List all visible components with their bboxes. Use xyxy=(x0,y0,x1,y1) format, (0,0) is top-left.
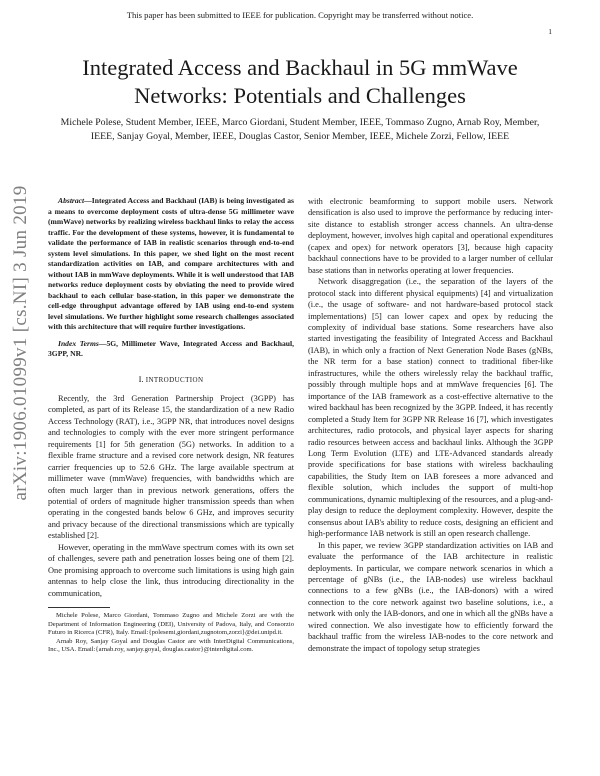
paper-title: Integrated Access and Backhaul in 5G mmWave Networks: Potentials and Challenges xyxy=(82,55,518,108)
right-paragraph-2: Network disaggregation (i.e., the separation of the layers of the protocol stack into different physical equipments) [4] and virtualization (i.e., the usage of software- and not hardware-based protocol stack implementations) [5] can lower capex and opex by reducing the complexity of individual base stations. Some researchers have also started investigating the feasibility of Integrated Access and Backhaul (IAB), in which only a fraction of Next Generation Node Bases (gNBs, the NR term for a base station) connect to traditional fiber-like infrastructures, while the others wirelessly relay the backhaul traffic, possibly through multiple hops and at mmWave frequencies [6]. The importance of the IAB framework as a cost-effective alternative to the wired backhaul has been recognized by the 3GPP. Indeed, it has recently completed a Study Item for 3GPP NR Release 16 [7], which investigates architectures, radio protocols, and physical layer aspects for sharing radio resources between access and backhaul links. Although the 3GPP Long Term Evolution (LTE) and LTE-Advanced standards already provide specifications for base stations with wireless backhauling capabilities, the Study Item on IAB foresees a more advanced and flexible solution, which includes the support of multi-hop communications, dynamic multiplexing of the resources, and a plug-and-play design to reduce the deployment complexity. However, despite the consensus about IAB's ability to reduce costs, designing an efficient and high-performance IAB network is still an open research challenge. xyxy=(308,277,553,539)
index-terms-label: Index Terms xyxy=(58,338,99,348)
footnote-rule xyxy=(48,607,110,608)
abstract-text: —Integrated Access and Backhaul (IAB) is being investigated as a means to overcome deployment costs of ultra-dense 5G millimeter wave (mmWave) networks by realizing wireless backhaul links to relay the access traffic. For the development of these systems, however, it is fundamental to validate the performance of IAB in realistic scenarios through end-to-end system level simulations. In this paper, we shed light on the most recent standardization activities on IAB, and compare architectures with and without IAB in mmWave deployments. While it is well understood that IAB networks reduce deployment costs by obviating the need to provide wired backhaul to each cellular base-station, in this paper we demonstrate the cell-edge throughput advantage offered by IAB using end-to-end system level simulations. We further highlight some research challenges associated with this architecture that will require further investigations. xyxy=(48,196,294,331)
right-paragraph-1: with electronic beamforming to support mobile users. Network densification is also used to improve the performance by reducing inter-site distance to establish stronger access channels. An ultra-dense deployment, however, involves high capital and operational expenditures (capex and opex) for network operators [3], because high capacity backhaul connections have to be provided to a larger number of cellular base stations than in networks operating at lower frequencies. xyxy=(308,197,553,275)
right-paragraph-3: In this paper, we review 3GPP standardization activities on IAB and evaluate the performance of the IAB architecture in realistic deployments. In particular, we compare network scenarios in which a percentage of gNBs (i.e., the IAB-nodes) use wireless backhaul connections to a few gNBs (i.e., the IAB-donors) with a wired connection to the core network against two baseline solutions, i.e., a network with only the IAB-donors, and one in which all the gNBs have a wired connection. We also investigate how to efficiently forward the backhaul traffic from the wireless IAB-nodes to the core network and demonstrate the impact of topology setup strategies xyxy=(308,540,553,653)
abstract xyxy=(48,196,294,333)
arxiv-stamp xyxy=(6,118,36,568)
page-number: 1 xyxy=(548,27,552,36)
left-column xyxy=(48,196,294,655)
footnote-affiliation-2: Arnab Roy, Sanjay Goyal and Douglas Castor are with InterDigital Communications, Inc., USA. Email:{arnab.roy, sanjay.goyal, douglas.castor}@interdigital.com. xyxy=(48,637,294,654)
abstract-label: Abstract xyxy=(58,196,85,205)
footnotes xyxy=(48,612,294,655)
section-number: I. xyxy=(138,373,144,384)
submission-notice: This paper has been submitted to IEEE for publication. Copyright may be transferred without notice. xyxy=(126,10,474,20)
arxiv-stamp-text: arXiv:1906.01099v1 [cs.NI] 3 Jun 2019 xyxy=(10,185,31,501)
intro-paragraph-1: Recently, the 3rd Generation Partnership Project (3GPP) has completed, as part of its Release 15, the standardization of a new Radio Access Technology (RAT), i.e., 3GPP NR, that introduces novel designs and technologies to comply with the ever more stringent performance requirements [1] for 5th generation (5G) networks. In addition to a flexible frame structure and a revised core network design, NR features carrier frequencies up to 52.6 GHz. The large available spectrum at millimeter wave (mmWave) frequencies, with bandwidths which are often much larger than in previous network generations, offers the potential of orders of magnitude higher transmission speeds than when operating in the congested bands below 6 GHz, and improves security and privacy because of the directional transmissions which are typically established [2]. xyxy=(48,393,294,541)
index-terms xyxy=(48,339,294,360)
intro-paragraph-2: However, operating in the mmWave spectrum comes with its own set of challenges, severe path and penetration losses being one of them [2]. One promising approach to overcome such limitations is using high gain antennas to help close the link, thus introducing directionality in the communication, xyxy=(48,542,294,598)
index-terms-text: —5G, Millimeter Wave, Integrated Access and Backhaul, 3GPP, NR. xyxy=(48,338,294,358)
author-list: Michele Polese, Student Member, IEEE, Marco Giordani, Student Member, IEEE, Tommaso Zugno, Arnab Roy, Member, IEEE, Sanjay Goyal, Member, IEEE, Douglas Castor, Senior Member, IEEE, Michele Zorzi, Fellow, IEEE xyxy=(60,117,540,142)
section-heading xyxy=(48,374,294,386)
right-column xyxy=(308,196,553,654)
section-title: INTRODUCTION xyxy=(145,375,204,384)
footnote-affiliation-1: Michele Polese, Marco Giordani, Tommaso Zugno and Michele Zorzi are with the Department of Information Engineering (DEI), University of Padova, Italy, and Consorzio Futuro in Ricerca (CFR), Italy. Email:{polesemi,giordani,zugnotom,zorzi}@dei.unipd.it. xyxy=(48,612,294,637)
